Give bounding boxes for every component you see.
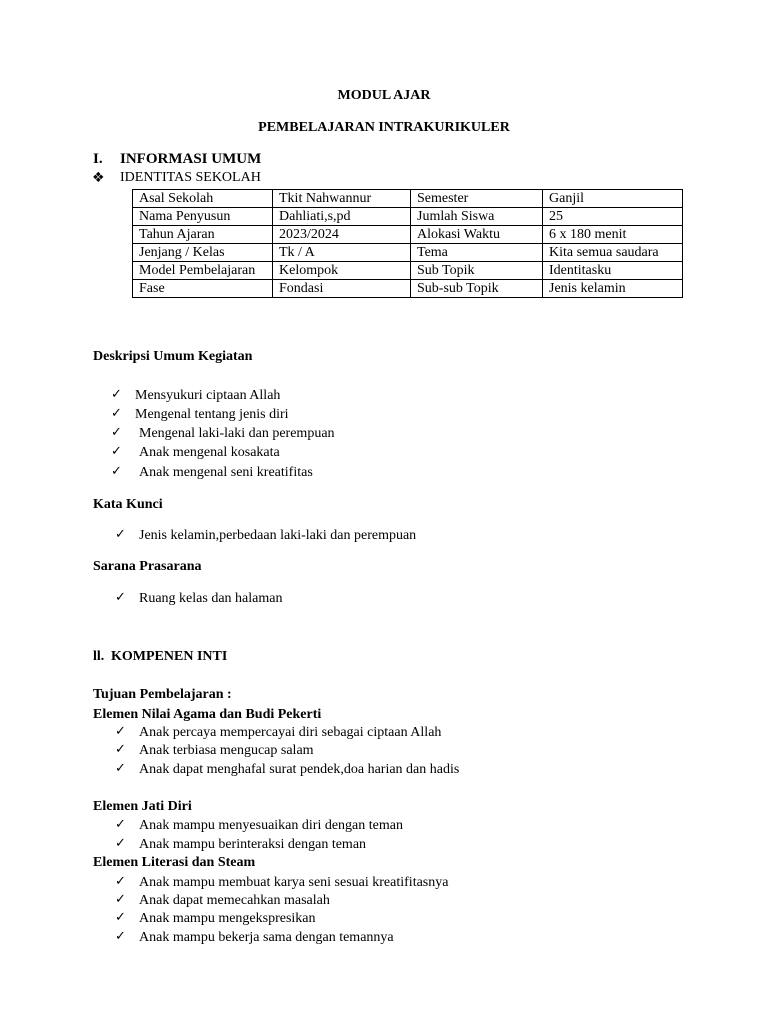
checkmark-icon: ✓ <box>115 590 126 605</box>
document-subtitle: PEMBELAJARAN INTRAKURIKULER <box>258 120 510 135</box>
table-cell: Dahliati,s,pd <box>273 208 411 226</box>
school-identity-table <box>132 189 683 298</box>
list-item: Mengenal tentang jenis diri <box>135 407 289 422</box>
heading-tujuan: Tujuan Pembelajaran : <box>93 687 232 702</box>
checkmark-icon: ✓ <box>115 910 126 925</box>
table-cell: 2023/2024 <box>273 226 411 244</box>
list-item: Anak mampu menyesuaikan diri dengan teman <box>139 818 403 833</box>
list-item: Anak dapat memecahkan masalah <box>139 893 330 908</box>
list-item: Mengenal laki-laki dan perempuan <box>139 426 335 441</box>
list-item: Anak mampu bekerja sama dengan temannya <box>139 930 394 945</box>
table-row <box>133 190 683 208</box>
list-item: Anak dapat menghafal surat pendek,doa harian dan hadis <box>139 762 460 777</box>
checkmark-icon: ✓ <box>111 387 122 402</box>
section-title-informasi-umum: INFORMASI UMUM <box>120 151 262 167</box>
section-number-1: I. <box>93 151 103 167</box>
heading-elemen-literasi: Elemen Literasi dan Steam <box>93 855 256 870</box>
identity-label: IDENTITAS SEKOLAH <box>120 170 261 185</box>
checkmark-icon: ✓ <box>115 527 126 542</box>
list-item: Anak mengenal kosakata <box>139 445 280 460</box>
document-title: MODUL AJAR <box>337 88 431 103</box>
table-cell: Tema <box>411 244 543 262</box>
checkmark-icon: ✓ <box>115 761 126 776</box>
table-cell: Alokasi Waktu <box>411 226 543 244</box>
heading-kata-kunci: Kata Kunci <box>93 497 163 512</box>
table-cell: Fondasi <box>273 280 411 298</box>
heading-elemen-jati-diri: Elemen Jati Diri <box>93 799 192 814</box>
table-cell: 25 <box>543 208 683 226</box>
list-item: Anak percaya mempercayai diri sebagai ciptaan Allah <box>139 725 442 740</box>
checkmark-icon: ✓ <box>115 724 126 739</box>
list-item: Jenis kelamin,perbedaan laki-laki dan perempuan <box>139 528 417 543</box>
table-row <box>133 262 683 280</box>
table-cell: 6 x 180 menit <box>543 226 683 244</box>
table-cell: Asal Sekolah <box>133 190 273 208</box>
table-cell: Jenis kelamin <box>543 280 683 298</box>
list-item: Anak terbiasa mengucap salam <box>139 743 314 758</box>
checkmark-icon: ✓ <box>115 817 126 832</box>
table-cell: Nama Penyusun <box>133 208 273 226</box>
table-cell: Kelompok <box>273 262 411 280</box>
table-row <box>133 244 683 262</box>
checkmark-icon: ✓ <box>115 929 126 944</box>
checkmark-icon: ✓ <box>111 425 122 440</box>
section-number-2: ll. <box>93 649 105 664</box>
table-cell: Sub Topik <box>411 262 543 280</box>
checkmark-icon: ✓ <box>111 444 122 459</box>
checkmark-icon: ✓ <box>111 464 122 479</box>
checkmark-icon: ✓ <box>115 874 126 889</box>
section-title-kompenen-inti: KOMPENEN INTI <box>111 649 228 664</box>
table-cell: Kita semua saudara <box>543 244 683 262</box>
table-cell: Tahun Ajaran <box>133 226 273 244</box>
list-item: Anak mampu berinteraksi dengan teman <box>139 837 367 852</box>
table-row <box>133 208 683 226</box>
table-cell: Ganjil <box>543 190 683 208</box>
table-cell: Tk / A <box>273 244 411 262</box>
heading-deskripsi: Deskripsi Umum Kegiatan <box>93 349 253 364</box>
heading-sarana-prasarana: Sarana Prasarana <box>93 559 202 574</box>
list-item: Anak mampu mengekspresikan <box>139 911 316 926</box>
diamond-bullet-icon: ❖ <box>92 170 105 186</box>
table-cell: Sub-sub Topik <box>411 280 543 298</box>
list-item: Anak mampu membuat karya seni sesuai kreatifitasnya <box>139 875 449 890</box>
table-cell: Jumlah Siswa <box>411 208 543 226</box>
table-cell: Identitasku <box>543 262 683 280</box>
table-cell: Jenjang / Kelas <box>133 244 273 262</box>
checkmark-icon: ✓ <box>115 742 126 757</box>
list-item: Anak mengenal seni kreatifitas <box>139 465 313 480</box>
table-row <box>133 280 683 298</box>
checkmark-icon: ✓ <box>115 836 126 851</box>
table-row <box>133 226 683 244</box>
list-item: Ruang kelas dan halaman <box>139 591 283 606</box>
table-cell: Fase <box>133 280 273 298</box>
checkmark-icon: ✓ <box>111 406 122 421</box>
checkmark-icon: ✓ <box>115 892 126 907</box>
table-cell: Tkit Nahwannur <box>273 190 411 208</box>
heading-elemen-agama: Elemen Nilai Agama dan Budi Pekerti <box>93 707 322 722</box>
list-item: Mensyukuri ciptaan Allah <box>135 388 281 403</box>
table-cell: Semester <box>411 190 543 208</box>
table-cell: Model Pembelajaran <box>133 262 273 280</box>
